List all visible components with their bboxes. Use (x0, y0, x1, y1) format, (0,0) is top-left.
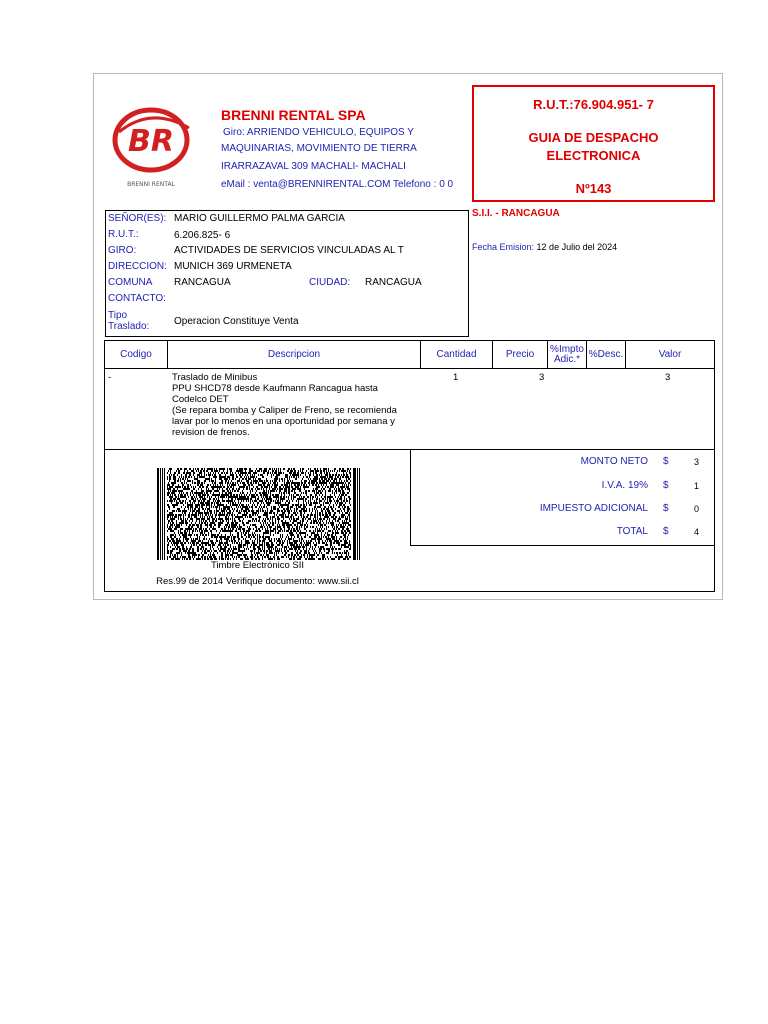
logo-caption: BRENNI RENTAL (127, 181, 175, 188)
document-number: Nº143 (575, 181, 612, 196)
header-impto (548, 341, 587, 368)
header-precio: Precio (493, 341, 548, 368)
document-sheet (93, 73, 723, 600)
impuesto-adicional-label: IMPUESTO ADICIONAL (539, 503, 648, 514)
tipo-label-line1: Tipo (108, 310, 128, 321)
header-impto-line2: Adic.* (553, 353, 581, 365)
client-rut-label: R.U.T.: (108, 229, 139, 240)
desc-line: PPU SHCD78 desde Kaufmann Rancagua hasta (172, 383, 378, 394)
client-giro-value: ACTIVIDADES DE SERVICIOS VINCULADAS AL T (174, 245, 404, 256)
contacto-label: CONTACTO: (108, 293, 166, 304)
header-valor: Valor (658, 348, 682, 360)
document-rut: R.U.T.:76.904.951- 7 (533, 97, 654, 112)
desc-line: lavar por lo menos en una oportunidad por semana y (172, 416, 395, 427)
comuna-label: COMUNA (108, 277, 153, 288)
ciudad-value: RANCAGUA (365, 277, 422, 288)
currency-symbol: $ (663, 526, 669, 537)
senor-label: SEÑOR(ES): (108, 213, 167, 224)
client-rut-value: 6.206.825- 6 (174, 230, 231, 241)
header-codigo: Codigo (105, 341, 168, 368)
total-label: TOTAL (616, 526, 648, 537)
row-descripcion (172, 372, 422, 438)
res-verification: Res.99 de 2014 Verifique documento: www.sii.cl (156, 576, 359, 587)
currency-symbol: $ (663, 456, 669, 467)
pdf417-barcode (157, 468, 361, 560)
company-giro-line1: Giro: ARRIENDO VEHICULO, EQUIPOS Y (223, 127, 414, 138)
table-header (105, 341, 714, 369)
iva-value: 1 (694, 481, 700, 491)
document-title-line1: GUIA DE DESPACHO (528, 130, 659, 145)
monto-neto-label: MONTO NETO (580, 456, 648, 467)
total-value: 4 (694, 527, 700, 537)
document-title-line2: ELECTRONICA (546, 148, 641, 163)
tipo-traslado-value: Operacion Constituye Venta (174, 316, 299, 327)
fecha-value: 12 de Julio del 2024 (536, 242, 618, 252)
comuna-value: RANCAGUA (174, 277, 231, 288)
desc-line: Codelco DET (172, 394, 229, 405)
rut-box (472, 85, 715, 202)
sii-office: S.I.I. - RANCAGUA (472, 208, 560, 219)
company-giro-line2: MAQUINARIAS, MOVIMIENTO DE TIERRA (221, 143, 417, 154)
iva-label: I.V.A. 19% (601, 480, 648, 491)
currency-symbol: $ (663, 480, 669, 491)
currency-symbol: $ (663, 503, 669, 514)
header-descripcion: Descripcion (168, 341, 421, 368)
totals-panel (410, 450, 715, 546)
desc-line: Traslado de Minibus (172, 372, 258, 383)
row-valor: 3 (665, 372, 671, 383)
impuesto-adicional-value: 0 (694, 504, 700, 514)
tipo-label-line2: Traslado: (108, 321, 150, 332)
direccion-value: MUNICH 369 URMENETA (174, 261, 292, 272)
company-address: IRARRAZAVAL 309 MACHALI- MACHALI (221, 161, 406, 172)
timbre-label: Timbre Electrónico SII (210, 560, 305, 571)
senor-value: MARIO GUILLERMO PALMA GARCIA (174, 213, 345, 224)
totals-stamp-box (104, 449, 715, 592)
fecha-emision (472, 242, 617, 252)
header-cantidad: Cantidad (421, 341, 493, 368)
desc-line: revision de frenos. (172, 427, 250, 438)
client-giro-label: GIRO: (108, 245, 137, 256)
row-precio: 3 (539, 372, 545, 383)
desc-line: (Se repara bomba y Caliper de Freno, se recomienda (172, 405, 397, 416)
company-email-phone: eMail : venta@BRENNIRENTAL.COM Telefono : 0 0 (221, 179, 454, 190)
header-impto-line1: %Impto (550, 343, 584, 355)
company-logo (105, 102, 197, 198)
ciudad-label: CIUDAD: (309, 277, 351, 288)
company-name: BRENNI RENTAL SPA (221, 107, 366, 123)
tipo-traslado-label (108, 310, 149, 332)
row-codigo: - (108, 372, 112, 383)
direccion-label: DIRECCION: (108, 261, 167, 272)
fecha-label: Fecha Emision: (472, 242, 535, 252)
monto-neto-value: 3 (694, 457, 700, 467)
logo-text: BR (128, 124, 174, 159)
row-cantidad: 1 (453, 372, 459, 383)
client-info-box (105, 210, 469, 337)
header-desc: %Desc. (587, 341, 626, 368)
items-table (104, 340, 715, 450)
